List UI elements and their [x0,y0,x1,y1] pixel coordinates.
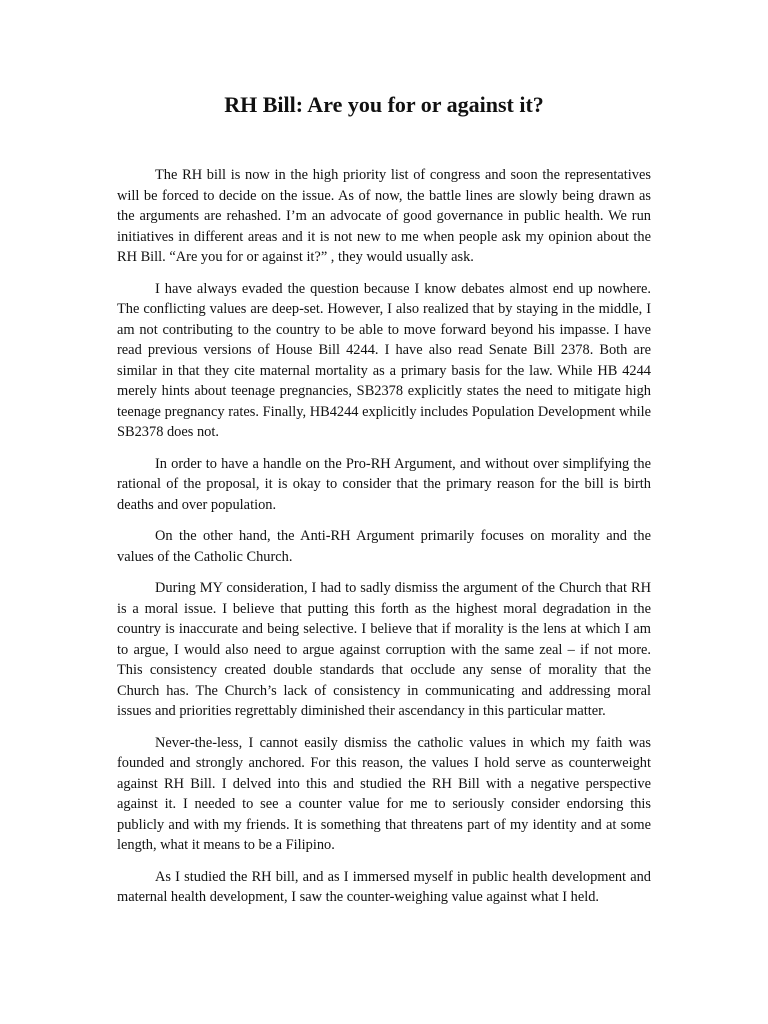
paragraph-6: Never-the-less, I cannot easily dismiss the catholic values in which my faith was founded and strongly anchored. For this reason, the values I hold serve as counterweight against RH Bill. I delved into this and studied the RH Bill with a negative perspective against it. I needed to see a counter value for me to seriously consider endorsing this publicly and with my friends. It is something that threatens part of my identity and at some length, what it means to be a Filipino. [117,734,651,853]
paragraph-5: During MY consideration, I had to sadly dismiss the argument of the Church that RH is a moral issue. I believe that putting this forth as the highest moral degradation in the country is inaccurate and being selective. I believe that if morality is the lens at which I am to argue, I would also need to argue against corruption with the same zeal – if not more. This consistency created double standards that occlude any sense of morality that the Church has. The Church’s lack of consistency in communicating and addressing moral issues and priorities regrettably diminished their ascendancy in this particular matter. [117,580,651,719]
paragraph-4: On the other hand, the Anti-RH Argument primarily focuses on morality and the values of the Catholic Church. [117,528,651,565]
document-title: RH Bill: Are you for or against it? [224,92,544,117]
paragraph-3: In order to have a handle on the Pro-RH Argument, and without over simplifying the rational of the proposal, it is okay to consider that the primary reason for the bill is birth deaths and over population. [117,455,651,513]
paragraph-2: I have always evaded the question because I know debates almost end up nowhere. The conflicting values are deep-set. However, I also realized that by staying in the middle, I am not contributing to the country to be able to move forward beyond his impasse. I have read previous versions of House Bill 4244. I have also read Senate Bill 2378. Both are similar in that they cite maternal mortality as a primary basis for the law. While HB 4244 merely hints about teenage pregnancies, SB2378 explicitly states the need to mitigate high teenage pregnancy rates. Finally, HB4244 explicitly includes Population Development while SB2378 does not. [117,280,651,440]
paragraph-1: The RH bill is now in the high priority list of congress and soon the representatives will be forced to decide on the issue. As of now, the battle lines are slowly being drawn as the arguments are rehashed. I’m an advocate of good governance in public health. We run initiatives in different areas and it is not new to me when people ask my opinion about the RH Bill. “Are you for or against it?” , they would usually ask. [117,167,651,265]
paragraph-7: As I studied the RH bill, and as I immersed myself in public health development and maternal health development, I saw the counter-weighing value against what I held. [117,868,651,905]
